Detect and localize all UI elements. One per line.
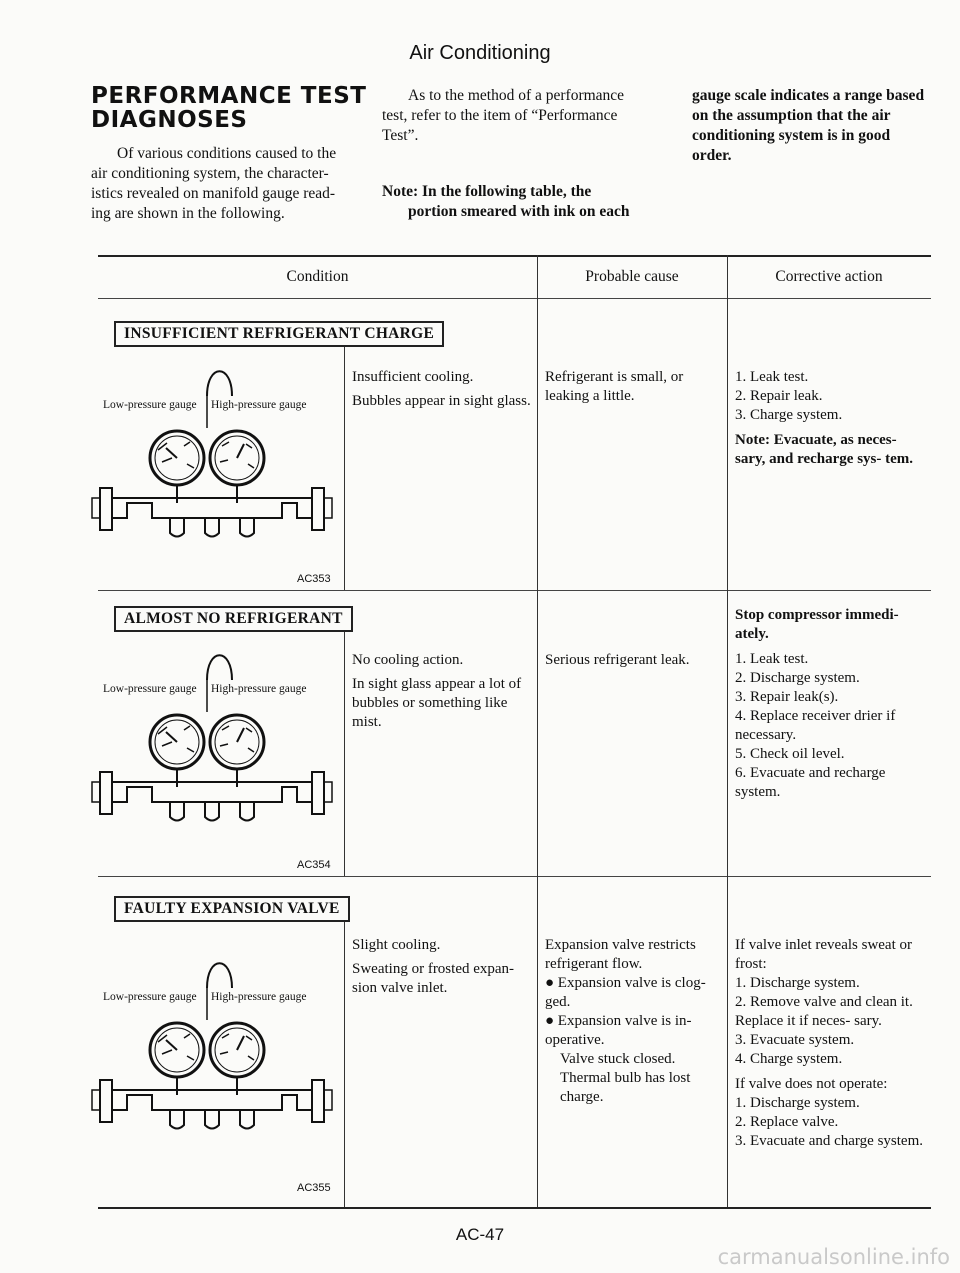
cause-line: Valve stuck closed. (560, 1051, 676, 1067)
method-paragraph (382, 86, 662, 146)
column-header-cause: Probable cause (585, 268, 679, 285)
figure-divider (344, 345, 345, 590)
manifold-gauge-icon (82, 642, 342, 837)
cause-line: Thermal bulb has lost charge. (560, 1070, 691, 1105)
symptom: No cooling action. (352, 652, 464, 668)
symptoms (352, 651, 532, 732)
symptom: Sweating or frosted expan- sion valve inlet. (352, 961, 515, 996)
note-line: on the assumption that the air (692, 107, 891, 124)
action-step: 1. Leak test. (735, 369, 809, 385)
action-step: 3. Repair leak(s). (735, 689, 839, 705)
probable-cause: Serious refrigerant leak. (545, 652, 690, 668)
action-step: 1. Leak test. (735, 651, 809, 667)
column-divider (727, 255, 728, 1207)
corrective-action (735, 936, 925, 1151)
intro-line: Of various conditions caused to the (117, 145, 337, 162)
high-pressure-gauge-label: High-pressure gauge (211, 991, 307, 1003)
condition-label: ALMOST NO REFRIGERANT (114, 606, 353, 632)
intro-line: air conditioning system, the character- (91, 165, 329, 182)
column-header-condition: Condition (286, 268, 349, 285)
row-divider (98, 590, 931, 591)
symptom: Bubbles appear in sight glass. (352, 393, 531, 409)
action-step: 3. Evacuate system. (735, 1032, 855, 1048)
corrective-action (735, 606, 925, 802)
condition-label: FAULTY EXPANSION VALVE (114, 896, 350, 922)
intro-line: istics revealed on manifold gauge read- (91, 185, 336, 202)
note-line: order. (692, 147, 732, 164)
table-bottom-rule (98, 1207, 931, 1209)
figure-number: AC353 (297, 573, 331, 585)
intro-line: ing are shown in the following. (91, 205, 285, 222)
note-line: conditioning system is in good (692, 127, 891, 144)
action-note: Note: Evacuate, as neces- sary, and recharge sys- tem. (735, 432, 914, 467)
note-line: Note: In the following table, the (382, 183, 592, 200)
table-note-continued (692, 86, 942, 166)
intro-paragraph (91, 144, 361, 224)
condition-label: INSUFFICIENT REFRIGERANT CHARGE (114, 321, 444, 347)
action-step: 4. Replace receiver drier if necessary. (735, 708, 896, 743)
column-header-action: Corrective action (775, 268, 883, 285)
manifold-gauge-icon (82, 358, 342, 553)
probable-cause (545, 936, 723, 1107)
figure-number: AC355 (297, 1182, 331, 1194)
corrective-action (735, 368, 925, 469)
manifold-gauge-icon (82, 950, 342, 1145)
symptom: Slight cooling. (352, 937, 441, 953)
method-line: test, refer to the item of “Performance (382, 107, 618, 124)
row-divider (98, 876, 931, 877)
action-intro: If valve does not operate: (735, 1076, 888, 1092)
symptom: In sight glass appear a lot of bubbles or something like mist. (352, 676, 522, 730)
table-top-rule (98, 255, 931, 257)
note-line: gauge scale indicates a range based (692, 87, 925, 104)
figure-divider (344, 920, 345, 1207)
low-pressure-gauge-label: Low-pressure gauge (103, 683, 197, 695)
table-note (382, 182, 662, 222)
action-step: 5. Check oil level. (735, 746, 845, 762)
action-step: 2. Replace valve. (735, 1114, 839, 1130)
column-divider (537, 255, 538, 1207)
action-step: 3. Evacuate and charge system. (735, 1133, 923, 1149)
cause-line: Expansion valve restricts refrigerant flow. (545, 937, 696, 972)
probable-cause: Refrigerant is small, or leaking a little. (545, 369, 684, 404)
note-line: portion smeared with ink on each (408, 203, 630, 220)
cause-line: ● Expansion valve is in- operative. (545, 1013, 692, 1048)
symptoms (352, 368, 532, 411)
watermark: carmanualsonline.info (717, 1245, 950, 1269)
low-pressure-gauge-label: Low-pressure gauge (103, 399, 197, 411)
action-step: 6. Evacuate and recharge system. (735, 765, 886, 800)
action-step: 1. Discharge system. (735, 975, 860, 991)
action-step: 4. Charge system. (735, 1051, 843, 1067)
action-intro: If valve inlet reveals sweat or frost: (735, 937, 913, 972)
action-step: 2. Discharge system. (735, 670, 860, 686)
high-pressure-gauge-label: High-pressure gauge (211, 399, 307, 411)
method-line: As to the method of a performance (408, 87, 625, 104)
symptom: Insufficient cooling. (352, 369, 474, 385)
high-pressure-gauge-label: High-pressure gauge (211, 683, 307, 695)
title-line-1: PERFORMANCE TEST (91, 83, 367, 109)
figure-divider (344, 630, 345, 876)
action-step: 2. Remove valve and clean it. Replace it if neces- sary. (735, 994, 913, 1029)
section-title (91, 84, 366, 132)
cause-line: ● Expansion valve is clog- ged. (545, 975, 706, 1010)
action-step: 3. Charge system. (735, 407, 843, 423)
page-header: Air Conditioning (409, 42, 551, 64)
symptoms (352, 936, 532, 998)
figure-number: AC354 (297, 859, 331, 871)
table-header-rule (98, 298, 931, 299)
action-step: 2. Repair leak. (735, 388, 823, 404)
low-pressure-gauge-label: Low-pressure gauge (103, 991, 197, 1003)
title-line-2: DIAGNOSES (91, 107, 248, 133)
action-step: 1. Discharge system. (735, 1095, 860, 1111)
page-number: AC-47 (455, 1225, 505, 1244)
method-line: Test”. (382, 127, 419, 144)
action-title: Stop compressor immedi- ately. (735, 607, 899, 642)
